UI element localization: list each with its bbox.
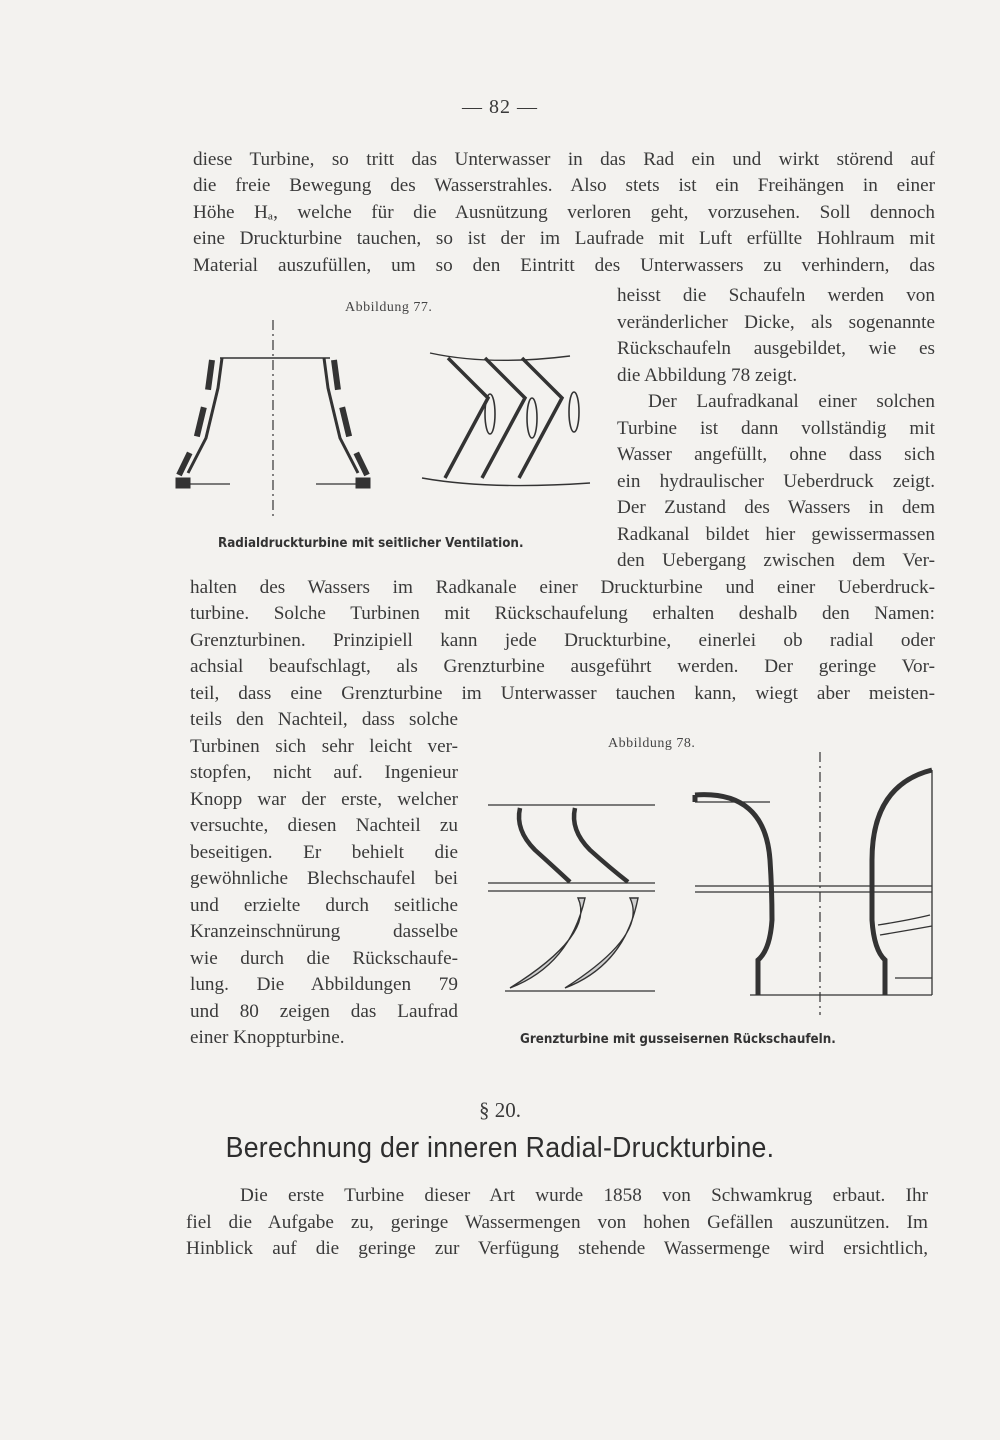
figure-78-label: Abbildung 78. bbox=[608, 736, 696, 751]
figure-77-drawing bbox=[170, 318, 600, 518]
text-line: teils den Nachteil, dass solche bbox=[190, 709, 458, 730]
text-line: lung. Die Abbildungen 79 bbox=[190, 974, 458, 995]
text-line: achsial beaufschlagt, als Grenzturbine ausgeführt werden. Der geringe Vor- bbox=[190, 656, 935, 677]
text-line: fiel die Aufgabe zu, geringe Wassermengen von hohen Gefällen auszunützen. Im bbox=[186, 1212, 928, 1233]
text-line: Turbine ist dann vollständig mit bbox=[617, 418, 935, 439]
figure-77-label: Abbildung 77. bbox=[345, 300, 433, 315]
text-line: Wasser angefüllt, ohne dass sich bbox=[617, 444, 935, 465]
text-line: Knopp war der erste, welcher bbox=[190, 789, 458, 810]
section-title: Berechnung der inneren Radial-Druckturbine. bbox=[225, 1132, 775, 1164]
text-line: Hinblick auf die geringe zur Verfügung stehende Wassermenge wird ersichtlich, bbox=[186, 1238, 928, 1259]
text-line: gewöhnliche Blechschaufel bei bbox=[190, 868, 458, 889]
text-line: die Abbildung 78 zeigt. bbox=[617, 365, 798, 386]
figure-78-drawing bbox=[480, 750, 950, 1020]
text-line: Material auszufüllen, um so den Eintritt des Unterwassers zu verhindern, das bbox=[193, 255, 935, 276]
text-line: die freie Bewegung des Wasserstrahles. Also stets ist ein Freihängen in einer bbox=[193, 175, 935, 196]
text-line: Der Laufradkanal einer solchen bbox=[648, 391, 935, 412]
recurved-blade-section bbox=[488, 805, 655, 991]
text-line: heisst die Schaufeln werden von bbox=[617, 285, 935, 306]
text-line: einer Knoppturbine. bbox=[190, 1027, 345, 1048]
text-line: Höhe Hₐ, welche für die Ausnützung verloren geht, vorzusehen. Soll dennoch bbox=[193, 202, 935, 223]
figure-78-caption: Grenzturbine mit gusseisernen Rückschaufeln. bbox=[520, 1032, 836, 1047]
text-line: Der Zustand des Wassers in dem bbox=[617, 497, 935, 518]
text-line: Die erste Turbine dieser Art wurde 1858 von Schwamkrug erbaut. Ihr bbox=[240, 1185, 928, 1206]
figure-77-caption: Radialdruckturbine mit seitlicher Ventilation. bbox=[218, 536, 524, 551]
text-line: beseitigen. Er behielt die bbox=[190, 842, 458, 863]
text-line: versuchte, diesen Nachteil zu bbox=[190, 815, 458, 836]
turbine-blade-section bbox=[422, 353, 590, 486]
text-line: Kranzeinschnürung dasselbe bbox=[190, 921, 458, 942]
section-number: § 20. bbox=[479, 1098, 521, 1122]
text-line: Grenzturbinen. Prinzipiell kann jede Druckturbine, einerlei ob radial oder bbox=[190, 630, 935, 651]
text-line: Rückschaufeln ausgebildet, wie es bbox=[617, 338, 935, 359]
text-line: veränderlicher Dicke, als sogenannte bbox=[617, 312, 935, 333]
text-line: stopfen, nicht auf. Ingenieur bbox=[190, 762, 458, 783]
text-line: ein hydraulischer Ueberdruck zeigt. bbox=[617, 471, 935, 492]
text-line: und erzielte durch seitliche bbox=[190, 895, 458, 916]
text-line: und 80 zeigen das Laufrad bbox=[190, 1001, 458, 1022]
text-line: diese Turbine, so tritt das Unterwasser in das Rad ein und wirkt störend auf bbox=[193, 149, 935, 170]
page-number: — 82 — bbox=[462, 96, 538, 118]
text-line: eine Druckturbine tauchen, so ist der im Laufrade mit Luft erfüllte Hohlraum mit bbox=[193, 228, 935, 249]
radial-turbine-cross-section bbox=[176, 320, 370, 516]
text-line: turbine. Solche Turbinen mit Rückschaufelung erhalten deshalb den Namen: bbox=[190, 603, 935, 624]
grenz-turbine-cross-section bbox=[695, 752, 932, 1015]
text-line: den Uebergang zwischen dem Ver- bbox=[617, 550, 935, 571]
text-line: halten des Wassers im Radkanale einer Druckturbine und einer Ueberdruck- bbox=[190, 577, 935, 598]
text-line: wie durch die Rückschaufe- bbox=[190, 948, 458, 969]
text-line: Radkanal bildet hier gewissermassen bbox=[617, 524, 935, 545]
text-line: teil, dass eine Grenzturbine im Unterwasser tauchen kann, wiegt aber meisten- bbox=[190, 683, 935, 704]
text-line: Turbinen sich sehr leicht ver- bbox=[190, 736, 458, 757]
